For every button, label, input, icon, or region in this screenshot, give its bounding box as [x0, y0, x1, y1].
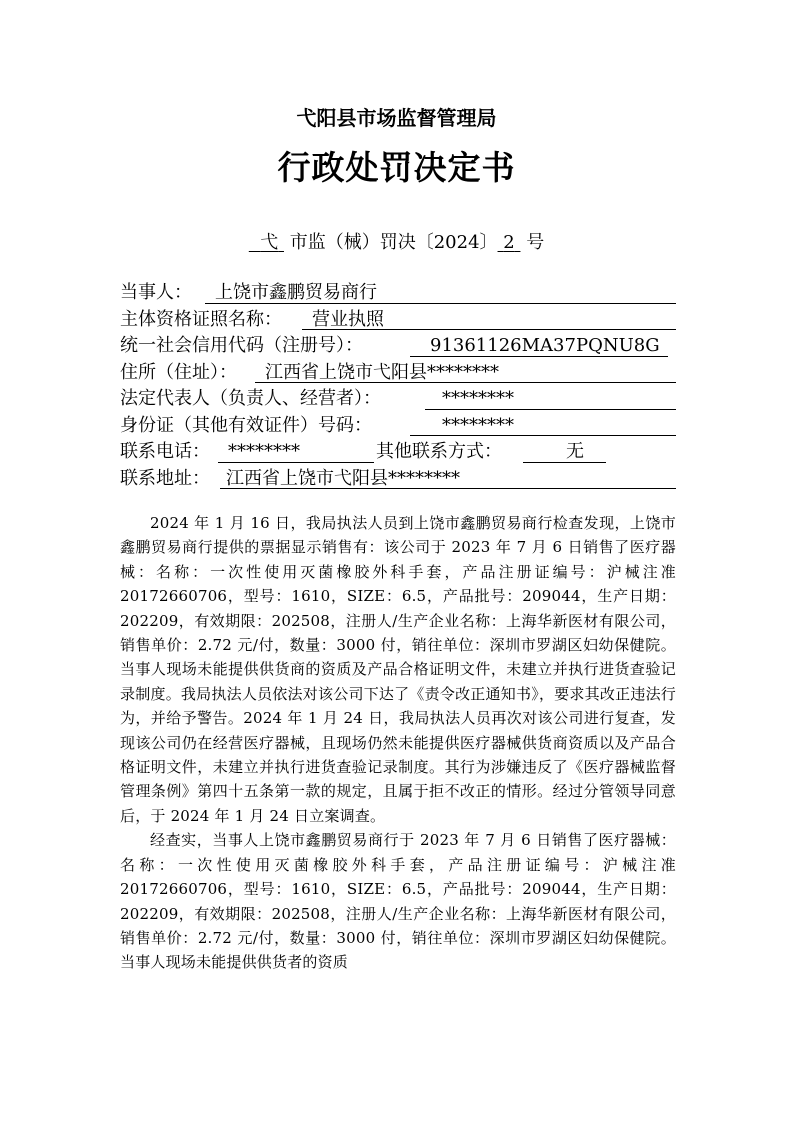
other-contact-underline: [523, 462, 606, 463]
other-contact-label: 其他联系方式：: [376, 441, 502, 462]
phone-label: 联系电话：: [120, 441, 210, 462]
doc-number-middle: 市监（械）罚决〔2024〕: [289, 232, 498, 253]
legal-rep-row: [120, 386, 676, 413]
contact-address-value: 江西省上饶市弋阳县********: [226, 467, 460, 489]
license-value: 营业执照: [312, 308, 384, 330]
doc-number-value: 2: [503, 232, 515, 253]
party-info-fields: [120, 280, 676, 492]
paragraph-findings: 经查实，当事人上饶市鑫鹏贸易商行于 2023 年 7 月 6 日销售了医疗器械：名称：一次性使用灭菌橡胶外科手套，产品注册证编号：沪械注准 20172660706，型号：1610，SIZE：6.5，产品批号：209044，生产日期：202209，有效期限：202508，注册人/生产企业名称：上海华新医材有限公司，销售单价：2.72 元/付，数量：3000 付，销往单位：深圳市罗湖区妇幼保健院。当事人现场未能提供供货者的资质: [120, 831, 676, 972]
party-value: 上饶市鑫鹏贸易商行: [215, 282, 377, 303]
other-contact-value: 无: [566, 441, 584, 462]
credit-code-row: [120, 333, 676, 360]
contact-address-row: [120, 466, 676, 493]
contact-address-label: 联系地址：: [120, 467, 210, 489]
address-row: [120, 360, 676, 387]
agency-name: 弋阳县市场监督管理局: [296, 106, 497, 130]
phone-value: ********: [228, 441, 300, 462]
address-value: 江西省上饶市弋阳县********: [265, 361, 499, 383]
id-value: ********: [442, 414, 514, 436]
credit-code-label: 统一社会信用代码（注册号）：: [120, 335, 363, 356]
license-row: [120, 307, 676, 334]
phone-row: [120, 439, 676, 466]
document-title: 行政处罚决定书: [277, 148, 516, 187]
id-label: 身份证（其他有效证件）号码：: [120, 414, 372, 436]
doc-number-prefix: 弋: [260, 232, 279, 253]
license-label: 主体资格证照名称：: [120, 308, 282, 330]
legal-rep-value: ********: [442, 388, 514, 409]
address-label: 住所（住址）：: [120, 361, 237, 383]
paragraph-inspection: 2024 年 1 月 16 日，我局执法人员到上饶市鑫鹏贸易商行检查发现，上饶市鑫鹏贸易商行提供的票据显示销售有：该公司于 2023 年 7 月 6 日销售了医疗器械：名称：一次性使用灭菌橡胶外科手套，产品注册证编号：沪械注准 20172660706，型号：1610，SIZE：6.5，产品批号：209044，生产日期：202209，有效期限：202508，注册人/生产企业名称：上海华新医材有限公司，销售单价：2.72 元/付，数量：3000 付，销往单位：深圳市罗湖区妇幼保健院。当事人现场未能提供供货商的资质及产品合格证明文件，未建立并执行进货查验记录制度。我局执法人员依法对该公司下达了《责令改正通知书》，要求其改正违法行为，并给予警告。2024 年 1 月 24 日，我局执法人员再次对该公司进行复查，发现该公司仍在经营医疗器械，且现场仍然未能提供医疗器械供货商资质以及产品合格证明文件，未建立并执行进货查验记录制度。其行为涉嫌违反了《医疗器械监督管理条例》第四十五条第一款的规定，且属于拒不改正的情形。经过分管领导同意后，于 2024 年 1 月 24 日立案调查。: [120, 514, 676, 825]
party-label: 当事人：: [120, 282, 192, 303]
id-row: [120, 413, 676, 440]
party-row: [120, 280, 676, 307]
doc-number-suffix: 号: [526, 232, 545, 253]
document-number: [0, 230, 793, 256]
credit-code-value: 91361126MA37PQNU8G: [430, 335, 660, 356]
decision-body: [120, 511, 676, 975]
legal-rep-label: 法定代表人（负责人、经营者）：: [120, 388, 381, 409]
